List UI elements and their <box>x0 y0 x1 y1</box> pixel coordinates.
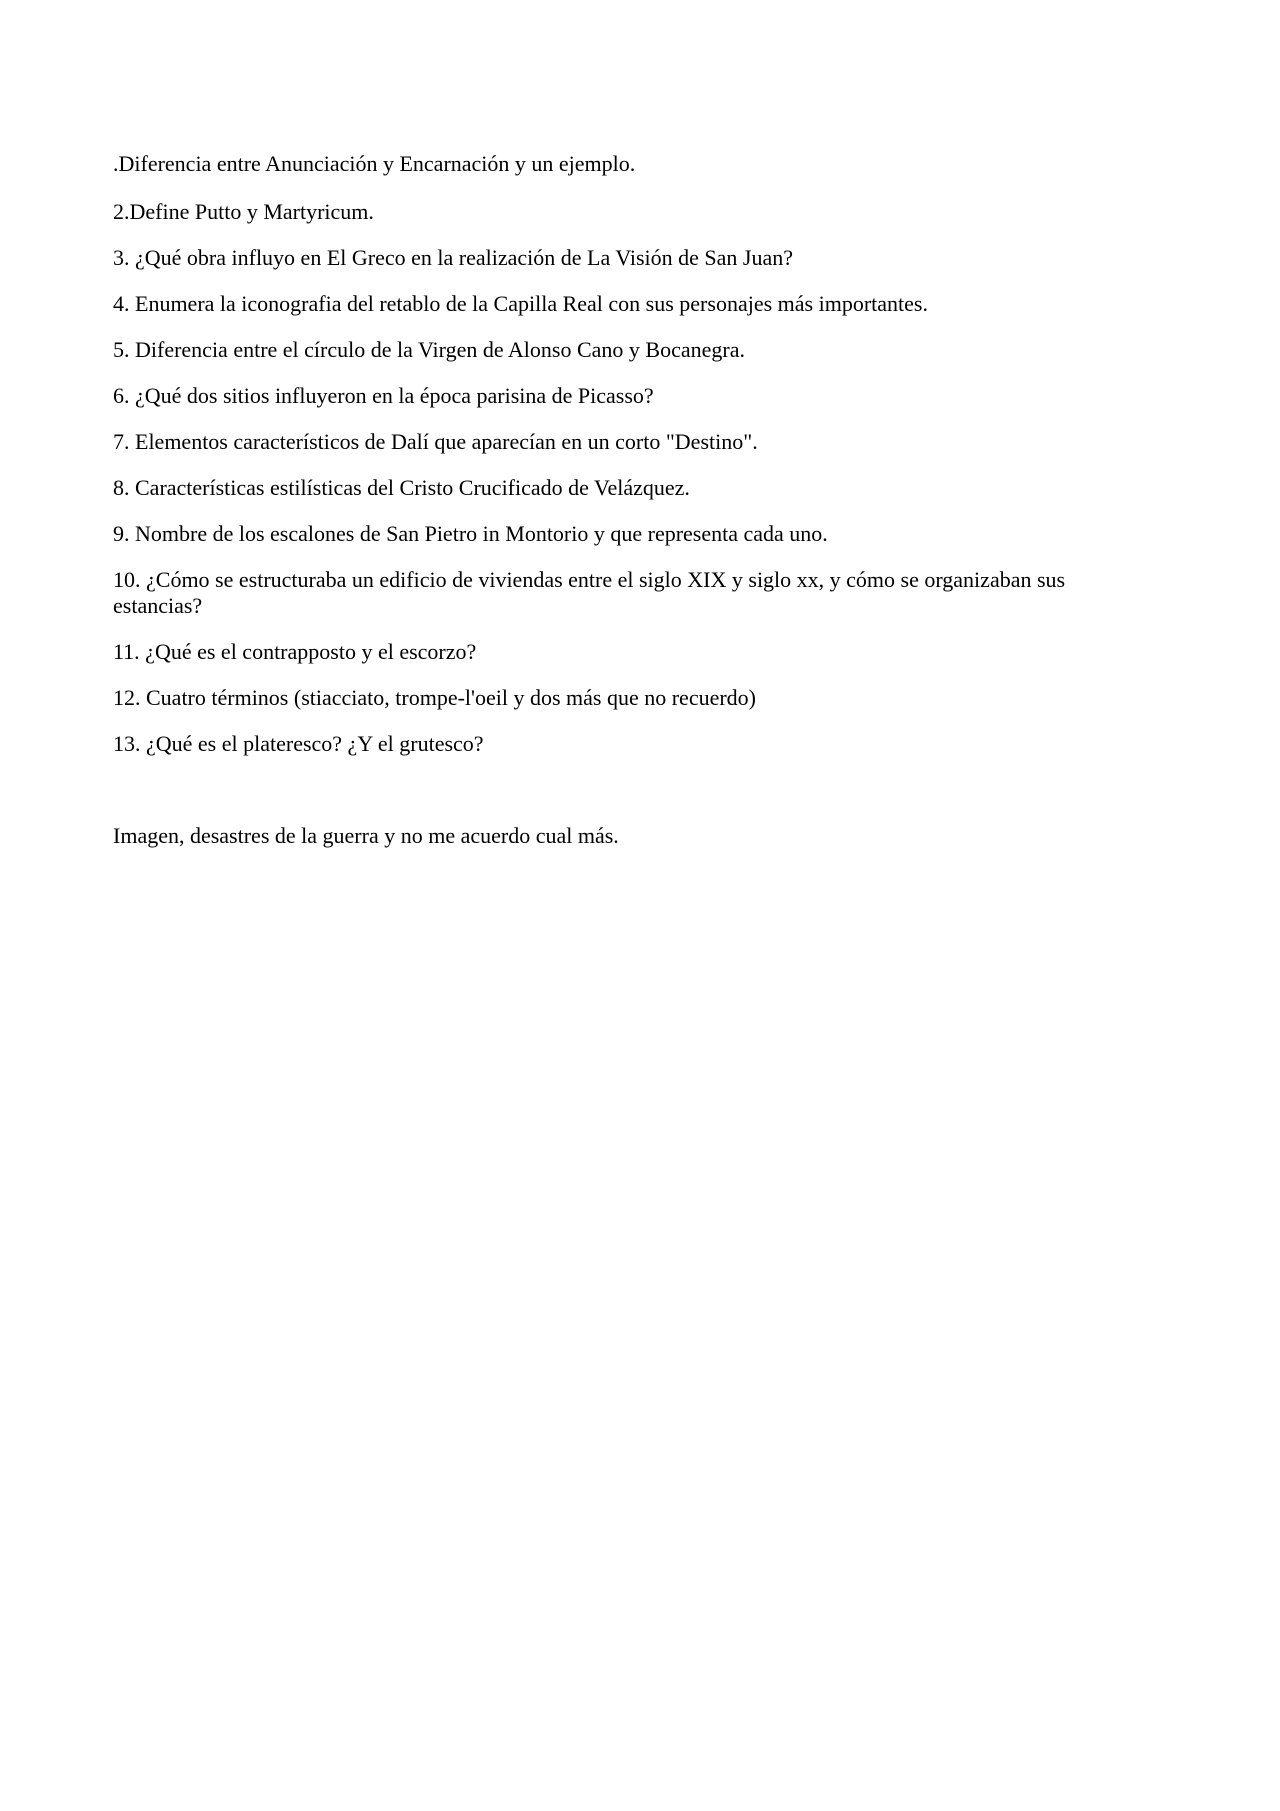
closing-note: Imagen, desastres de la guerra y no me acuerdo cual más. <box>113 823 619 848</box>
question-item: 12. Cuatro términos (stiacciato, trompe-l'oeil y dos más que no recuerdo) <box>113 685 757 710</box>
question-item: 10. ¿Cómo se estructuraba un edificio de viviendas entre el siglo XIX y siglo xx, y cómo se organizaban sus estancias? <box>113 567 1066 618</box>
question-item: .Diferencia entre Anunciación y Encarnación y un ejemplo. <box>113 151 636 176</box>
question-item: 7. Elementos característicos de Dalí que aparecían en un corto "Destino". <box>113 429 758 454</box>
document-body <box>113 151 1153 869</box>
question-item: 13. ¿Qué es el plateresco? ¿Y el grutesco? <box>113 731 484 756</box>
question-item: 8. Características estilísticas del Cristo Crucificado de Velázquez. <box>113 475 690 500</box>
question-item: 9. Nombre de los escalones de San Pietro in Montorio y que representa cada uno. <box>113 521 828 546</box>
question-item: 4. Enumera la iconografia del retablo de la Capilla Real con sus personajes más importantes. <box>113 291 928 316</box>
question-item: 6. ¿Qué dos sitios influyeron en la época parisina de Picasso? <box>113 383 654 408</box>
question-item: 2.Define Putto y Martyricum. <box>113 199 374 224</box>
question-item: 3. ¿Qué obra influyo en El Greco en la realización de La Visión de San Juan? <box>113 245 794 270</box>
question-item: 5. Diferencia entre el círculo de la Virgen de Alonso Cano y Bocanegra. <box>113 337 745 362</box>
question-item: 11. ¿Qué es el contrapposto y el escorzo? <box>113 639 477 664</box>
